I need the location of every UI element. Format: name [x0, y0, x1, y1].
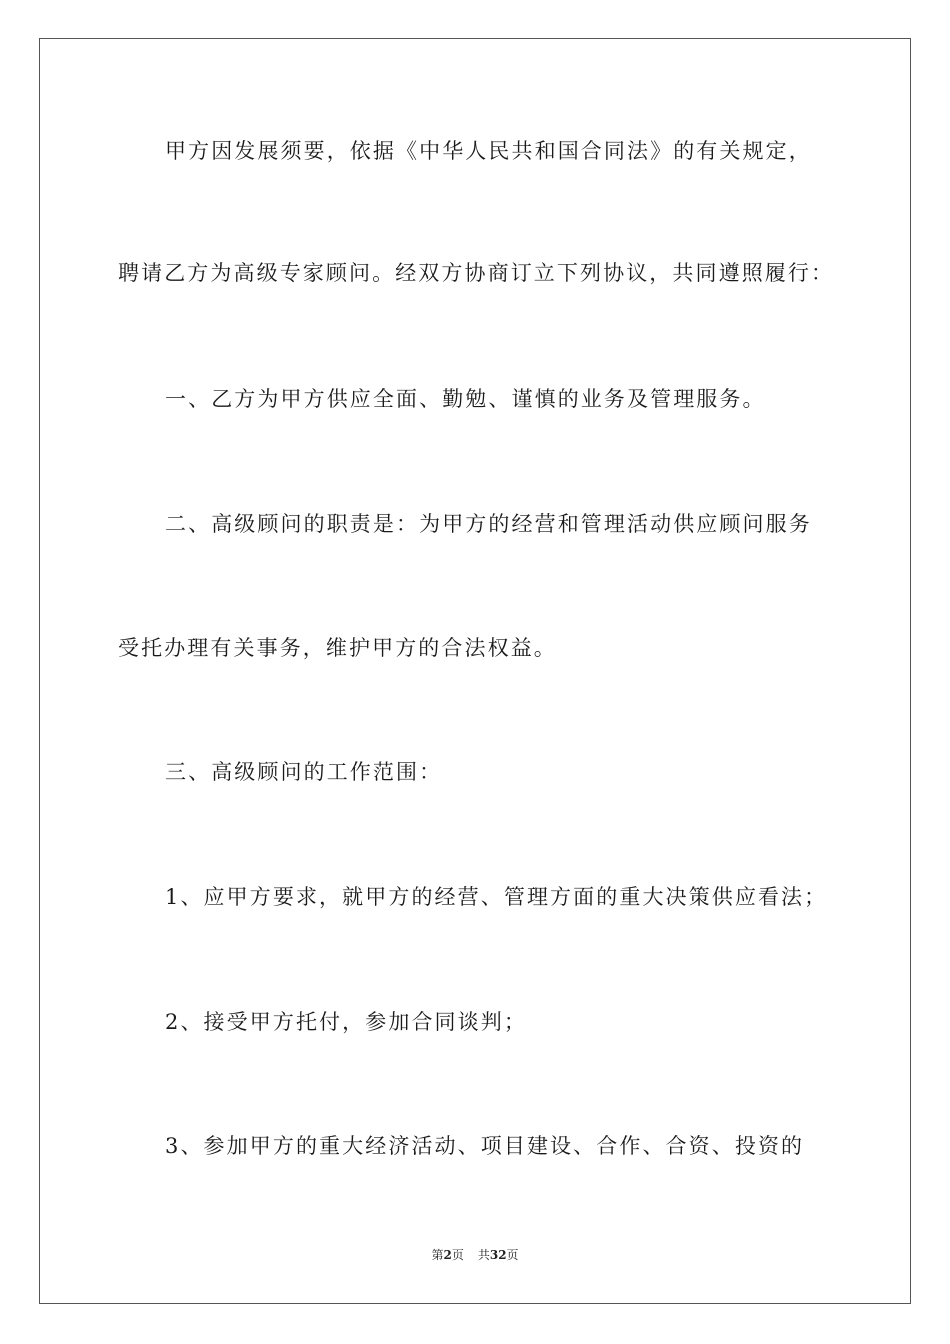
- footer-page-prefix: 第: [431, 1248, 444, 1262]
- text-line-8: 2、接受甲方托付，参加合同谈判；: [165, 1010, 527, 1034]
- text-line-6: 三、高级顾问的工作范围：: [165, 760, 443, 784]
- footer-total-suffix: 页: [506, 1248, 519, 1262]
- page-border: [39, 38, 911, 1304]
- text-line-7: 1、应甲方要求，就甲方的经营、管理方面的重大决策供应看法；: [165, 885, 828, 909]
- text-line-9: 3、参加甲方的重大经济活动、项目建设、合作、合资、投资的: [165, 1134, 805, 1158]
- footer-total-prefix: 共: [477, 1248, 490, 1262]
- footer-total-pages: 32: [489, 1248, 507, 1262]
- page-footer: [0, 1247, 950, 1263]
- text-line-4: 二、高级顾问的职责是：为甲方的经营和管理活动供应顾问服务: [165, 512, 812, 536]
- footer-page-suffix: 页: [451, 1248, 464, 1262]
- text-line-5: 受托办理有关事务，维护甲方的合法权益。: [118, 636, 557, 660]
- footer-page-number: 2: [443, 1248, 452, 1262]
- text-line-1: 甲方因发展须要，依据《中华人民共和国合同法》的有关规定，: [165, 139, 812, 163]
- text-line-2: 聘请乙方为高级专家顾问。经双方协商订立下列协议，共同遵照履行：: [118, 261, 835, 285]
- text-line-3: 一、乙方为甲方供应全面、勤勉、谨慎的业务及管理服务。: [165, 387, 766, 411]
